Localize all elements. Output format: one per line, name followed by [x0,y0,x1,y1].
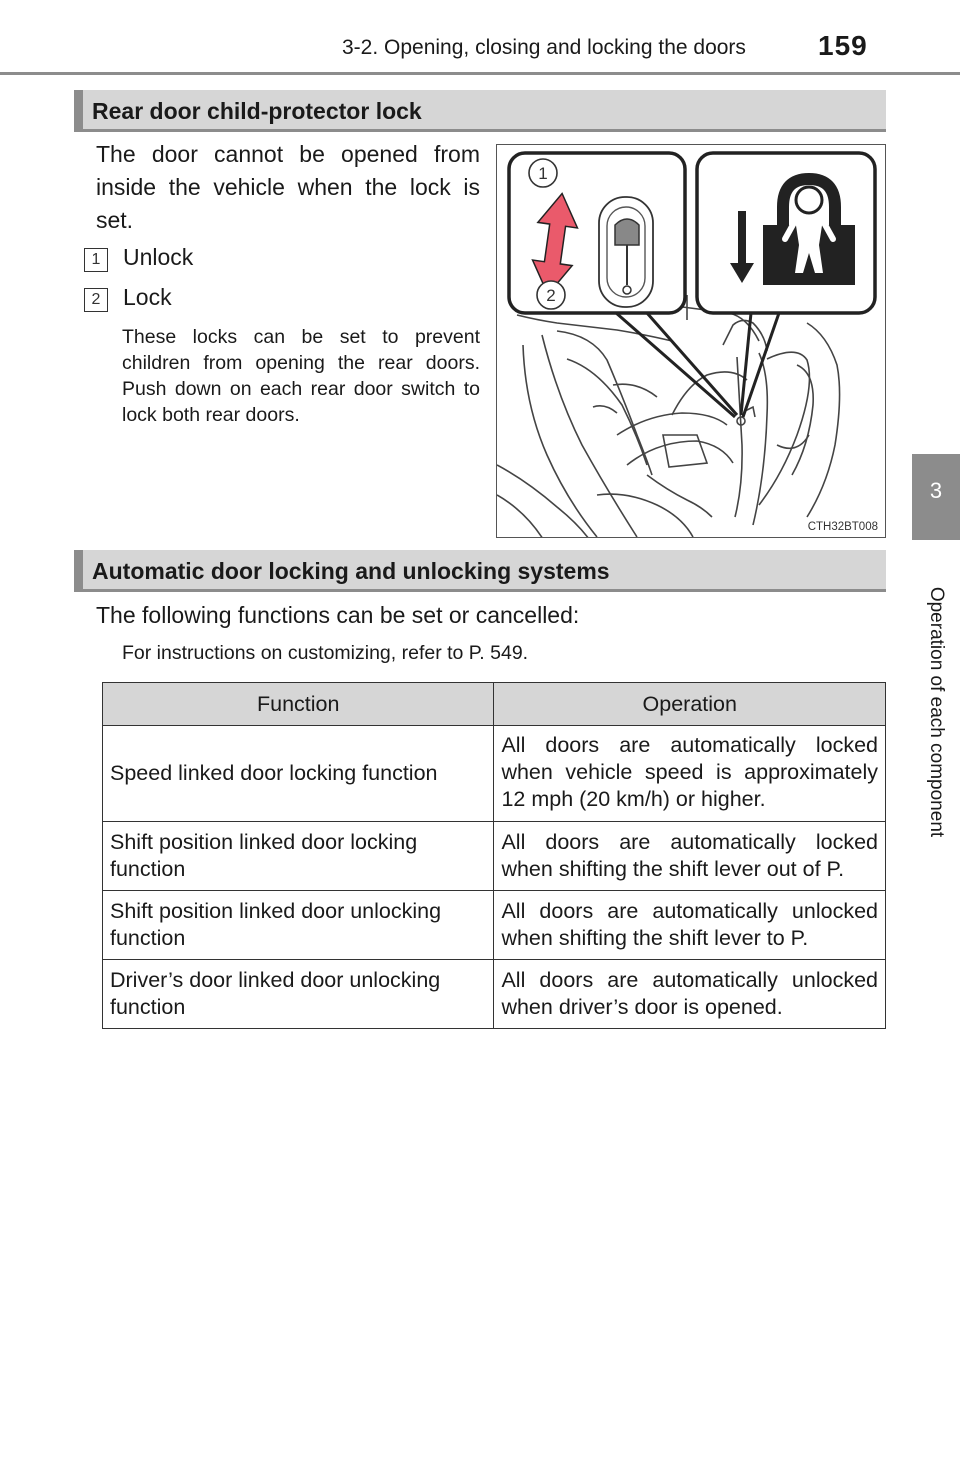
operation-cell: All doors are automatically unlocked when shifting the shift lever to P. [494,891,886,960]
table-row [103,891,886,960]
callout-pointers [607,305,779,417]
function-cell: Shift position linked door unlocking function [103,891,494,960]
callout-2-label: 2 [546,286,556,305]
figure-code: CTH32BT008 [807,521,878,533]
table-row [103,726,886,822]
running-header-title: 3-2. Opening, closing and locking the doors [342,36,746,59]
child-lock-symbol-bubble [697,153,875,313]
section-heading-child-lock [74,90,886,132]
function-cell: Speed linked door locking function [103,726,494,822]
door-illustration-svg [497,145,886,538]
function-cell: Driver’s door linked door unlocking function [103,960,494,1029]
list-item-label: Lock [123,284,172,310]
table-row [103,822,886,891]
number-badge: 2 [84,288,108,312]
intro-paragraph: The door cannot be opened from inside the vehicle when the lock is set. [96,141,480,233]
car-door-drawing [497,285,840,538]
switch-detail-bubble [509,153,685,313]
callout-1-label: 1 [538,164,548,183]
chapter-number: 3 [929,478,943,503]
column-header-function: Function [103,683,494,726]
operation-cell: All doors are automatically locked when shifting the shift lever out of P. [494,822,886,891]
chapter-title: Operation of each component [926,586,947,838]
number-badge: 1 [84,248,108,272]
section-heading-text: Rear door child-protector lock [92,98,422,124]
child-lock-illustration [496,144,886,538]
column-header-operation: Operation [494,683,886,726]
function-cell: Shift position linked door locking function [103,822,494,891]
customizing-note: For instructions on customizing, refer to P. 549. [122,642,529,664]
child-lock-note: These locks can be set to prevent children from opening the rear doors. Push down on each rear door switch to lock both rear doors. [122,326,480,426]
operation-cell: All doors are automatically locked when vehicle speed is approximately 12 mph (20 km/h) or higher. [494,726,886,822]
list-item-label: Unlock [123,244,194,270]
operation-cell: All doors are automatically unlocked when driver’s door is opened. [494,960,886,1029]
section-heading-text: Automatic door locking and unlocking systems [92,558,610,584]
section-heading-auto-locking [74,550,886,592]
list-item-lock [84,284,172,312]
functions-table [102,682,886,1029]
table-header-row [103,683,886,726]
page-number: 159 [818,30,868,61]
list-item-unlock [84,244,194,272]
functions-paragraph: The following functions can be set or cancelled: [96,602,580,628]
chapter-tab [912,454,960,540]
header-rule [0,72,960,75]
table-row [103,960,886,1029]
